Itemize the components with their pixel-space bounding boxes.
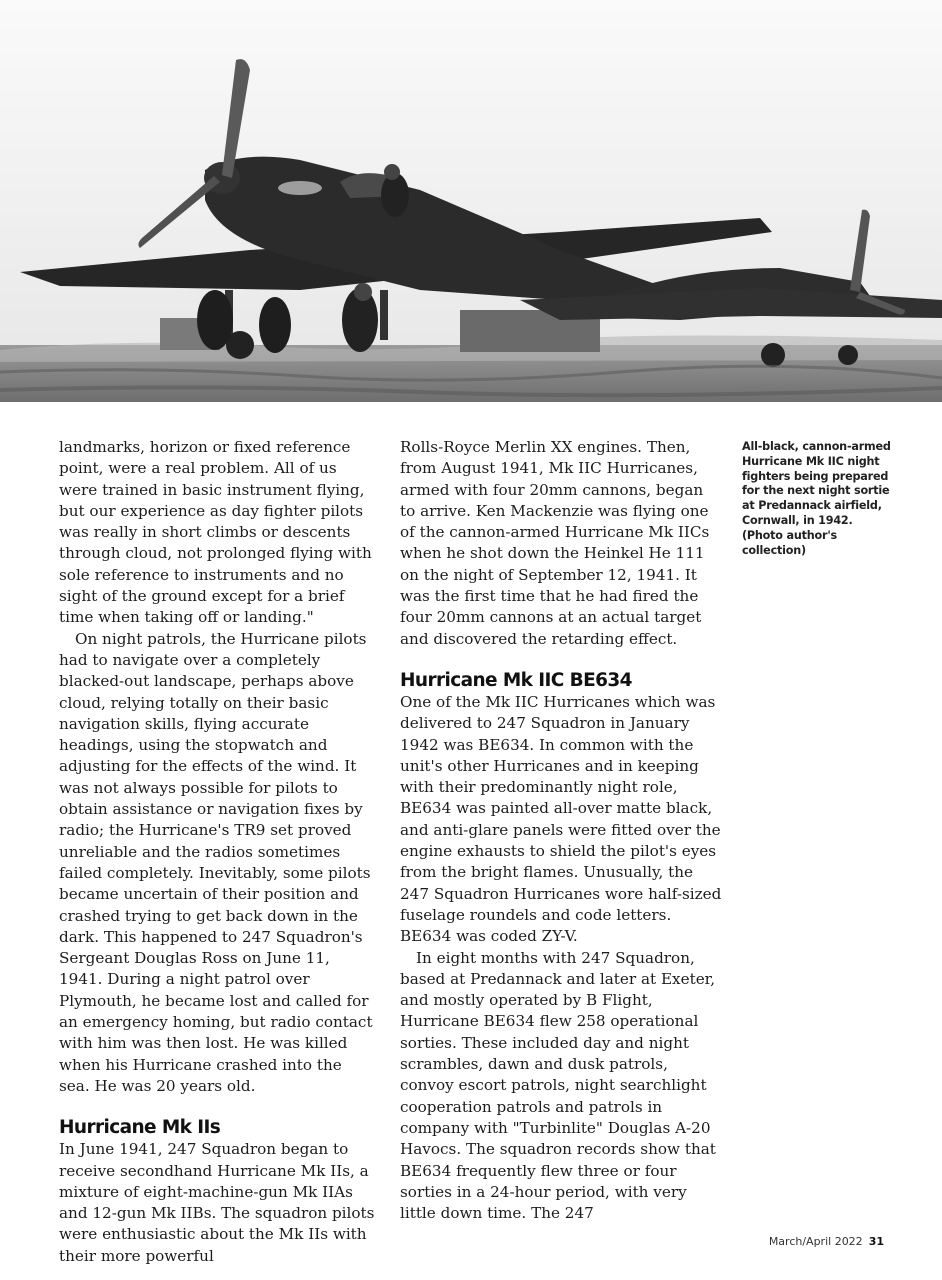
text-column-left: [59, 437, 377, 1267]
issue-date: March/April 2022: [768, 1235, 863, 1248]
aircraft-photo: [0, 0, 942, 402]
paragraph: landmarks, horizon or fixed reference point, were a real problem. All of us were trained in basic instrument flying, but our experience as day fighter pilots was really in short climbs or descents through cloud, not prolonged flying with sole reference to instruments and no sight of the ground except for a brief time when taking off or landing.": [59, 438, 372, 627]
paragraph: One of the Mk IIC Hurricanes which was delivered to 247 Squadron in January 1942 was BE634. In common with the unit's other Hurricanes and in keeping with their predominantly night role, BE634 was painted all-over matte black, and anti-glare panels were fitted over the engine exhausts to shield the pilot's eyes from the bright flames. Unusually, the 247 Squadron Hurricanes wore half-sized fuselage roundels and code letters. BE634 was coded ZY-V.: [400, 692, 722, 946]
section-heading: Hurricane Mk IIs: [59, 1117, 221, 1139]
paragraph: In June 1941, 247 Squadron began to receive secondhand Hurricane Mk IIs, a mixture of eight-machine-gun Mk IIAs and 12-gun Mk IIBs. The squadron pilots were enthusiastic about the Mk IIs with their more powerful: [59, 1140, 375, 1265]
paragraph: Rolls-Royce Merlin XX engines. Then, from August 1941, Mk IIC Hurricanes, armed with four 20mm cannons, began to arrive. Ken Mackenzie was flying one of the cannon-armed Hurricane Mk IICs when he shot down the Heinkel He 111 on the night of September 12, 1941. It was the first time that he had fired the four 20mm cannons at an actual target and discovered the retarding effect.: [400, 438, 710, 648]
paragraph: On night patrols, the Hurricane pilots had to navigate over a completely blacked-out landscape, perhaps above cloud, relying totally on their basic navigation skills, flying accurate headings, using the stopwatch and adjusting for the effects of the wind. It was not always possible for pilots to obtain assistance or navigation fixes by radio; the Hurricane's TR9 set proved unreliable and the radios sometimes failed completely. Inevitably, some pilots became uncertain of their position and crashed trying to get back down in the dark. This happened to 247 Squadron's Sergeant Douglas Ross on June 11, 1941. During a night patrol over Plymouth, he became lost and called for an emergency homing, but radio contact with him was then lost. He was killed when his Hurricane crashed into the sea. He was 20 years old.: [59, 629, 373, 1095]
page-footer: [769, 1235, 884, 1248]
section-heading: Hurricane Mk IIC BE634: [400, 669, 632, 691]
page-number: 31: [868, 1235, 884, 1248]
photo-caption: All-black, cannon-armed Hurricane Mk IIC night fighters being prepared for the next night sortie at Predannack airfield, Cornwall, in 1942. (Photo author's collection): [742, 440, 891, 557]
aircraft-photo-illustration: [0, 0, 942, 402]
text-column-middle: [400, 437, 722, 1224]
paragraph: In eight months with 247 Squadron, based at Predannack and later at Exeter, and mostly operated by B Flight, Hurricane BE634 flew 258 operational sorties. These included day and night scrambles, dawn and dusk patrols, convoy escort patrols, night searchlight cooperation patrols and patrols in company with "Turbinlite" Douglas A-20 Havocs. The squadron records show that BE634 frequently flew three or four sorties in a 24-hour period, with very little down time. The 247: [400, 948, 716, 1223]
